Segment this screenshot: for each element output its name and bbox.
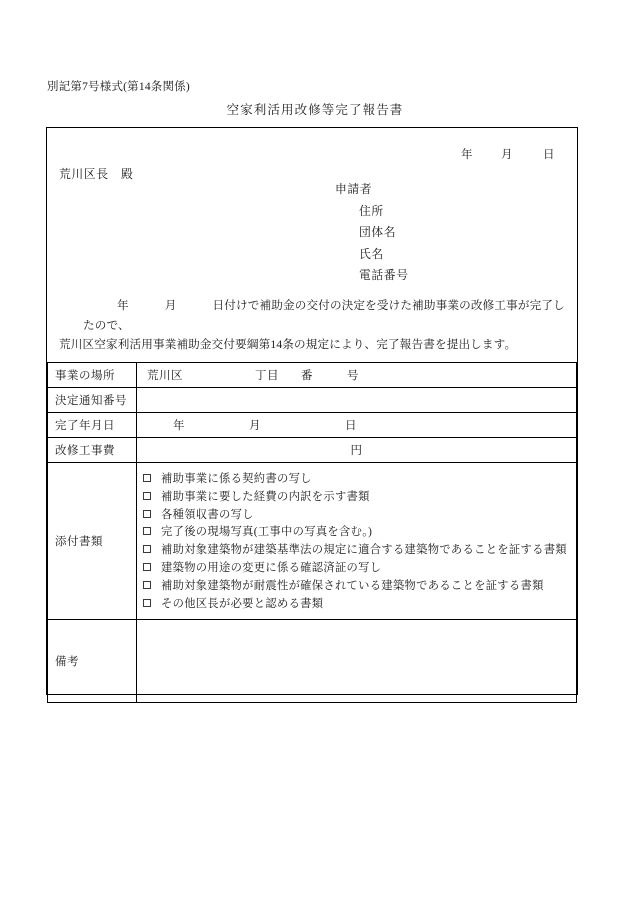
page-title: 空家利活用改修等完了報告書	[226, 103, 404, 117]
applicant-name-label: 氏名	[359, 246, 384, 261]
statement-paragraph	[59, 296, 571, 355]
place-ban-label: 番	[301, 370, 313, 382]
checkbox-icon[interactable]	[143, 563, 151, 571]
attachment-item-label: 補助事業に係る契約書の写し	[161, 473, 312, 485]
completion-date-value-cell[interactable]	[137, 413, 577, 438]
checkbox-icon[interactable]	[143, 474, 151, 482]
construction-cost-label: 改修工事費	[48, 438, 137, 463]
report-details-table	[47, 362, 577, 703]
place-go-label: 号	[347, 370, 359, 382]
attachment-item-label: 完了後の現場写真(工事中の写真を含む。)	[161, 526, 373, 539]
place-label: 事業の場所	[48, 363, 137, 388]
place-line	[147, 367, 576, 383]
attachment-item-label: 補助対象建築物が建築基準法の規定に適合する建築物であることを証する書類	[161, 544, 567, 557]
addressee: 荒川区長 殿	[59, 167, 134, 181]
attachment-item-7[interactable]	[143, 578, 576, 596]
applicant-block	[335, 179, 409, 287]
form-frame	[46, 127, 578, 695]
completion-year-label: 年	[173, 420, 185, 432]
completion-date-line	[147, 417, 576, 433]
table-row-place	[48, 363, 577, 388]
table-row-completion-date	[48, 413, 577, 438]
construction-cost-unit: 円	[350, 445, 363, 457]
completion-month-label: 月	[249, 420, 261, 432]
statement-line-1	[59, 296, 571, 335]
checkbox-icon[interactable]	[143, 581, 151, 589]
checkbox-icon[interactable]	[143, 545, 151, 553]
table-row-attachments	[48, 463, 577, 620]
completion-day-label: 日	[345, 420, 357, 432]
checkbox-icon[interactable]	[143, 527, 151, 535]
letterhead-section	[47, 128, 577, 362]
date-year-label: 年	[461, 149, 473, 161]
remarks-label: 備考	[48, 620, 137, 703]
attachment-item-label: 補助事業に要した経費の内訳を示す書類	[161, 490, 370, 503]
attachments-label: 添付書類	[48, 463, 137, 620]
attachment-item-label: 補助対象建築物が耐震性が確保されている建築物であることを証する書類	[161, 579, 544, 592]
attachment-item-4[interactable]	[143, 524, 576, 542]
completion-date-label: 完了年月日	[48, 413, 137, 438]
statement-year-label: 年	[117, 299, 129, 312]
place-ward: 荒川区	[147, 370, 183, 382]
checkbox-icon[interactable]	[143, 492, 151, 500]
construction-cost-value-cell[interactable]	[137, 438, 577, 463]
notice-number-label: 決定通知番号	[48, 388, 137, 413]
date-month-label: 月	[501, 149, 513, 161]
checkbox-icon[interactable]	[143, 510, 151, 518]
table-row-notice-number	[48, 388, 577, 413]
table-row-construction-cost	[48, 438, 577, 463]
applicant-address-label: 住所	[359, 203, 384, 218]
attachment-item-label: 各種領収書の写し	[161, 508, 254, 521]
attachment-item-label: 建築物の用途の変更に係る確認済証の写し	[161, 561, 382, 574]
notice-number-value[interactable]	[137, 388, 577, 413]
statement-rest-text: 日付けで補助金の交付の決定を受けた補助事業の改修工事が完了したので、	[83, 299, 565, 332]
attachment-item-label: その他区長が必要と認める書類	[161, 597, 324, 610]
form-code: 別記第7号様式(第14条関係)	[47, 81, 190, 93]
attachment-item-3[interactable]	[143, 507, 576, 525]
attachment-item-5[interactable]	[143, 542, 576, 560]
checkbox-icon[interactable]	[143, 599, 151, 607]
attachments-checklist	[137, 463, 576, 619]
attachment-item-8[interactable]	[143, 596, 576, 614]
remarks-value-cell[interactable]	[137, 620, 577, 703]
applicant-organization-label: 団体名	[359, 225, 397, 239]
applicant-heading: 申請者	[335, 182, 373, 196]
attachments-value-cell	[137, 463, 577, 620]
date-day-label: 日	[543, 149, 555, 161]
attachment-item-1[interactable]	[143, 471, 576, 489]
attachment-item-2[interactable]	[143, 489, 576, 507]
statement-line-2: 荒川区空家利活用事業補助金交付要綱第14条の規定により、完了報告書を提出します。	[59, 338, 517, 351]
attachment-item-6[interactable]	[143, 560, 576, 578]
applicant-phone-label: 電話番号	[359, 268, 409, 282]
statement-month-label: 月	[164, 299, 177, 312]
table-row-remarks	[48, 620, 577, 703]
place-value-cell[interactable]	[137, 363, 577, 388]
place-chome-label: 丁目	[255, 370, 279, 382]
submission-date-line	[461, 146, 555, 162]
